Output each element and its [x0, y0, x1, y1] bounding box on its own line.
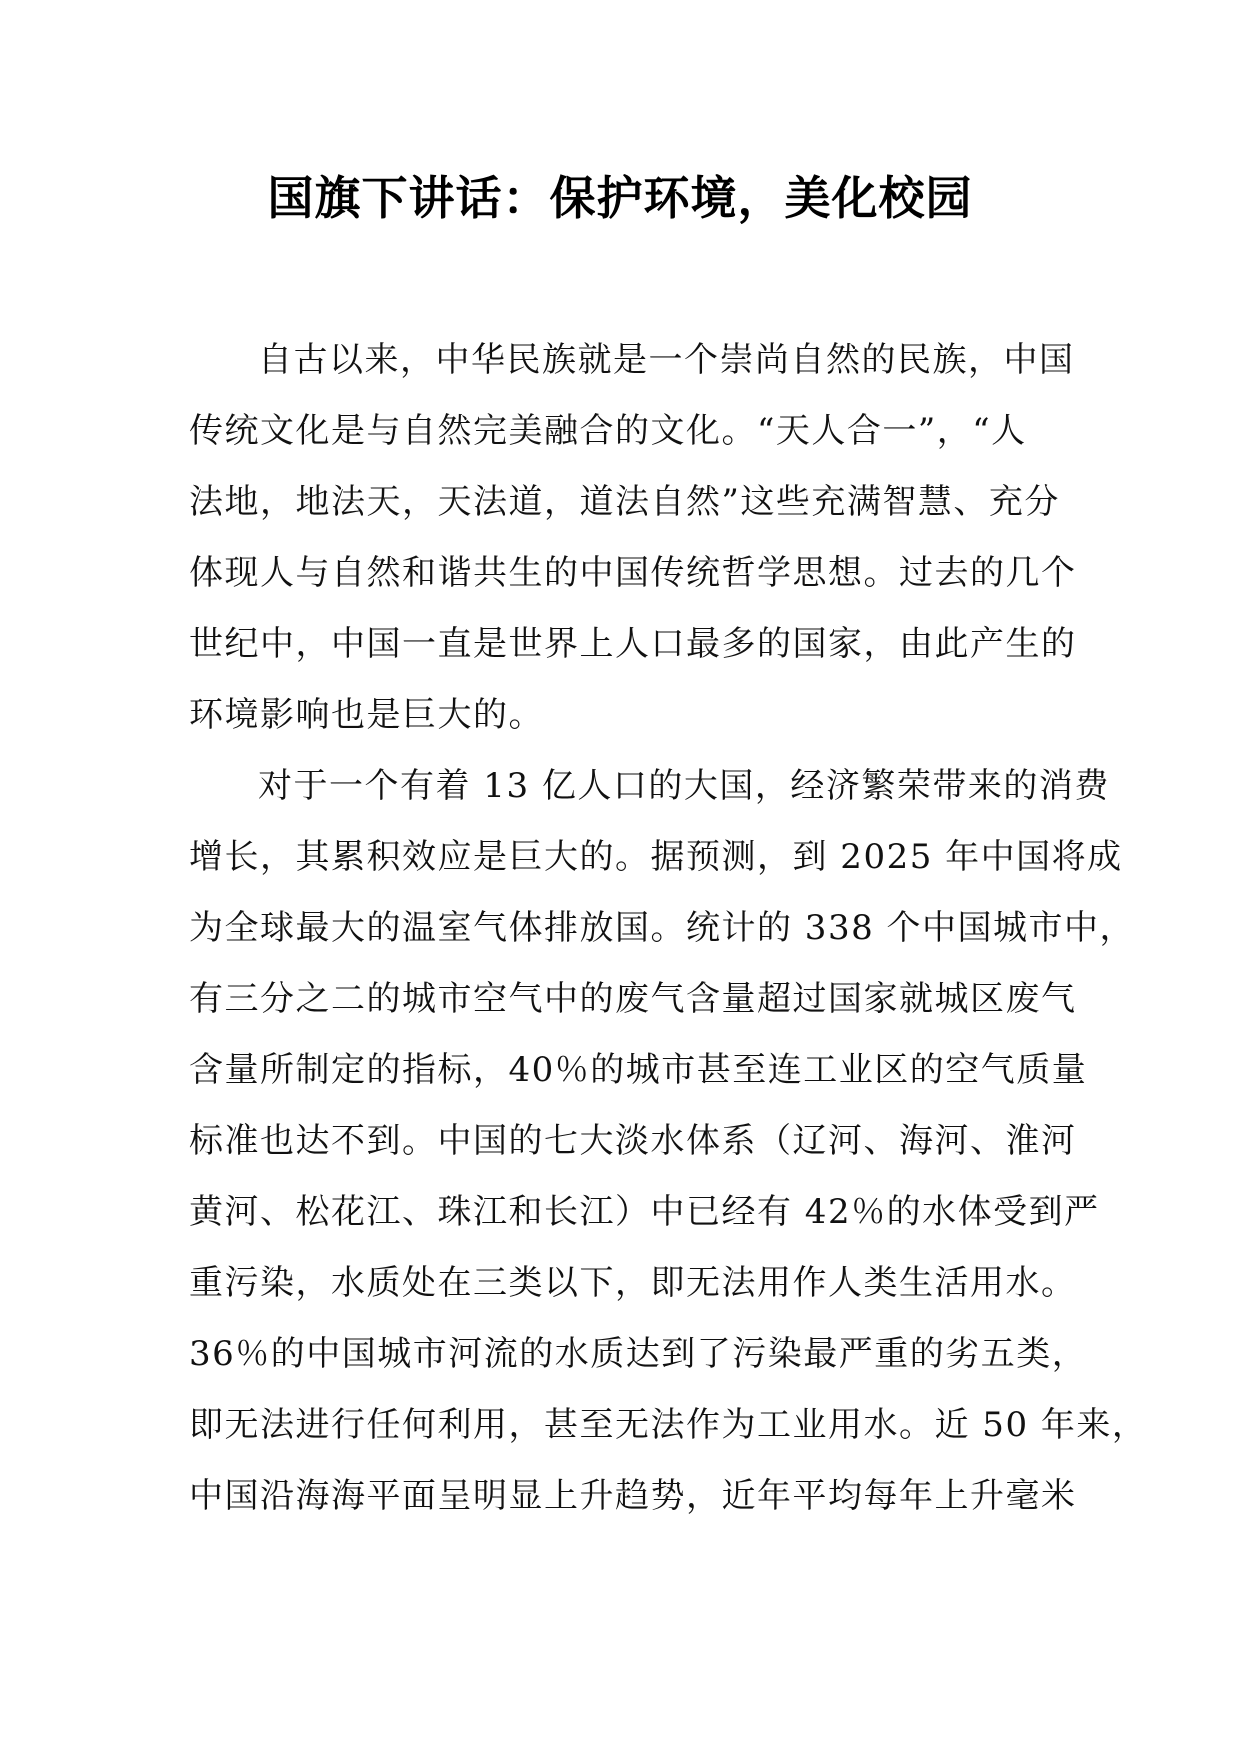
paragraph-1-line-6: 环境影响也是巨大的。	[189, 695, 544, 735]
paragraph-2-line-1: 对于一个有着 13 亿人口的大国，经济繁荣带来的消费	[258, 766, 1110, 806]
paragraph-2-line-3: 为全球最大的温室气体排放国。统计的 338 个中国城市中，	[189, 908, 1136, 948]
paragraph-2-line-8: 重污染，水质处在三类以下，即无法用作人类生活用水。	[189, 1263, 1077, 1303]
paragraph-2-line-6: 标准也达不到。中国的七大淡水体系（辽河、海河、淮河	[189, 1121, 1077, 1161]
paragraph-2-line-10: 即无法进行任何利用，甚至无法作为工业用水。近 50 年来，	[189, 1405, 1148, 1445]
paragraph-2-line-5: 含量所制定的指标，40％的城市甚至连工业区的空气质量	[189, 1050, 1088, 1090]
paragraph-2-line-7: 黄河、松花江、珠江和长江）中已经有 42％的水体受到严	[189, 1192, 1100, 1232]
paragraph-1-line-2: 传统文化是与自然完美融合的文化。“天人合一”，“人	[189, 411, 1027, 451]
paragraph-1-line-1: 自古以来，中华民族就是一个崇尚自然的民族，中国	[258, 340, 1075, 380]
page-title: 国旗下讲话：保护环境，美化校园	[267, 171, 973, 225]
paragraph-1-line-5: 世纪中，中国一直是世界上人口最多的国家，由此产生的	[189, 624, 1077, 664]
paragraph-1-line-3: 法地，地法天，天法道，道法自然”这些充满智慧、充分	[189, 482, 1060, 522]
paragraph-1-line-4: 体现人与自然和谐共生的中国传统哲学思想。过去的几个	[189, 553, 1077, 593]
paragraph-2-line-9: 36％的中国城市河流的水质达到了污染最严重的劣五类，	[189, 1334, 1088, 1374]
paragraph-2-line-4: 有三分之二的城市空气中的废气含量超过国家就城区废气	[189, 979, 1077, 1019]
paragraph-2-line-2: 增长，其累积效应是巨大的。据预测，到 2025 年中国将成	[189, 837, 1123, 877]
paragraph-2-line-11: 中国沿海海平面呈明显上升趋势，近年平均每年上升毫米	[189, 1476, 1077, 1516]
